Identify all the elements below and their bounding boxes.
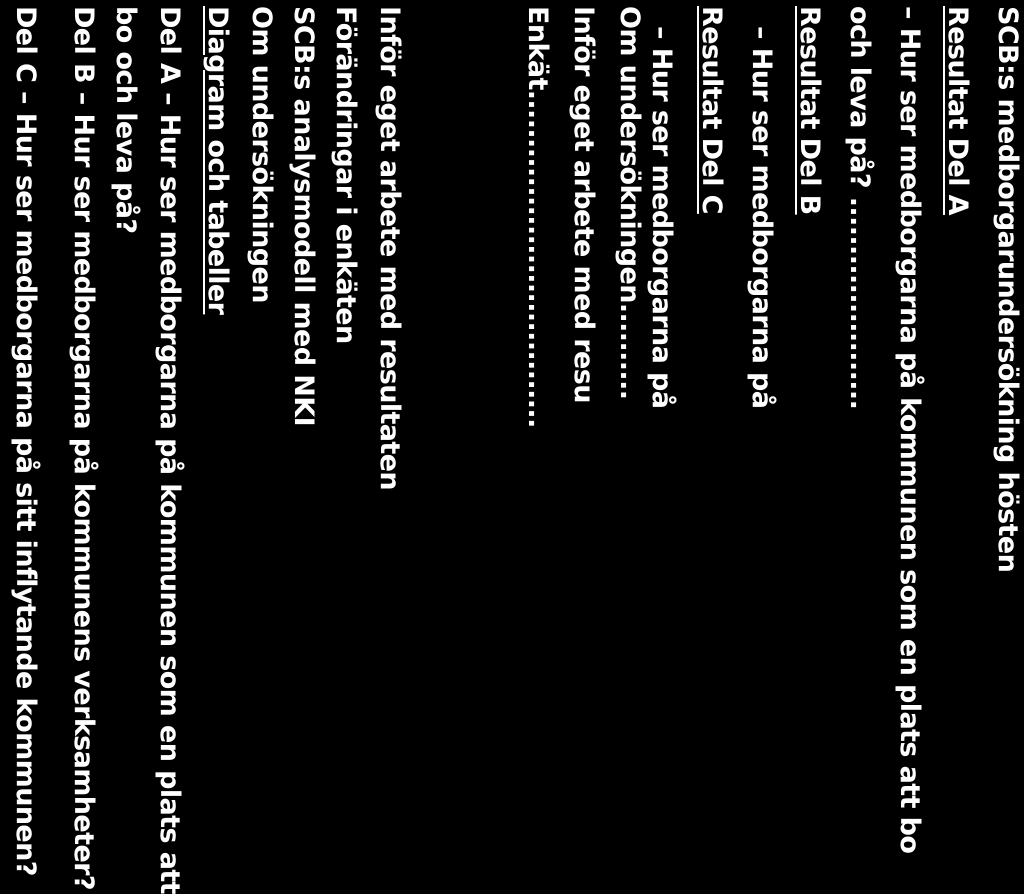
toc-section-b-question: – Hur ser medborgarna på	[746, 26, 777, 409]
list-changes: Förändringar i enkäten	[330, 6, 361, 344]
toc-section-a-question-cont: och leva på? ......................	[844, 6, 875, 410]
toc-section-c-question: – Hur ser medborgarna på	[646, 26, 677, 409]
toc-section-a: Resultat Del A	[942, 6, 973, 215]
toc-about-survey: Om undersökningen..........	[614, 6, 645, 400]
list-part-a: Del A – Hur ser medborgarna på kommunen som en plats att	[154, 6, 185, 894]
toc-section-b: Resultat Del B	[794, 6, 825, 215]
toc-section-c: Resultat Del C	[696, 6, 727, 214]
list-own-work: Inför eget arbete med resultaten	[374, 6, 405, 491]
toc-heading: SCB:s medborgarundersökning hösten	[992, 6, 1023, 573]
list-part-c: Del C – Hur ser medborgarna på sitt inflytande kommunen?	[10, 6, 41, 876]
list-analysis-model: SCB:s analysmodell med NKI	[288, 6, 319, 427]
list-about-survey: Om undersökningen	[246, 6, 277, 303]
list-part-a-cont: bo och leva på?	[110, 6, 141, 234]
list-part-b: Del B – Hur ser medborgarna på kommunens verksamheter?	[68, 6, 99, 890]
toc-section-a-question: – Hur ser medborgarna på kommunen som en plats att bo	[894, 6, 925, 854]
toc-survey: Enkät...................................	[522, 6, 553, 428]
toc-own-work: Inför eget arbete med resu	[568, 6, 599, 403]
list-charts-tables: Diagram och tabeller	[202, 6, 233, 315]
